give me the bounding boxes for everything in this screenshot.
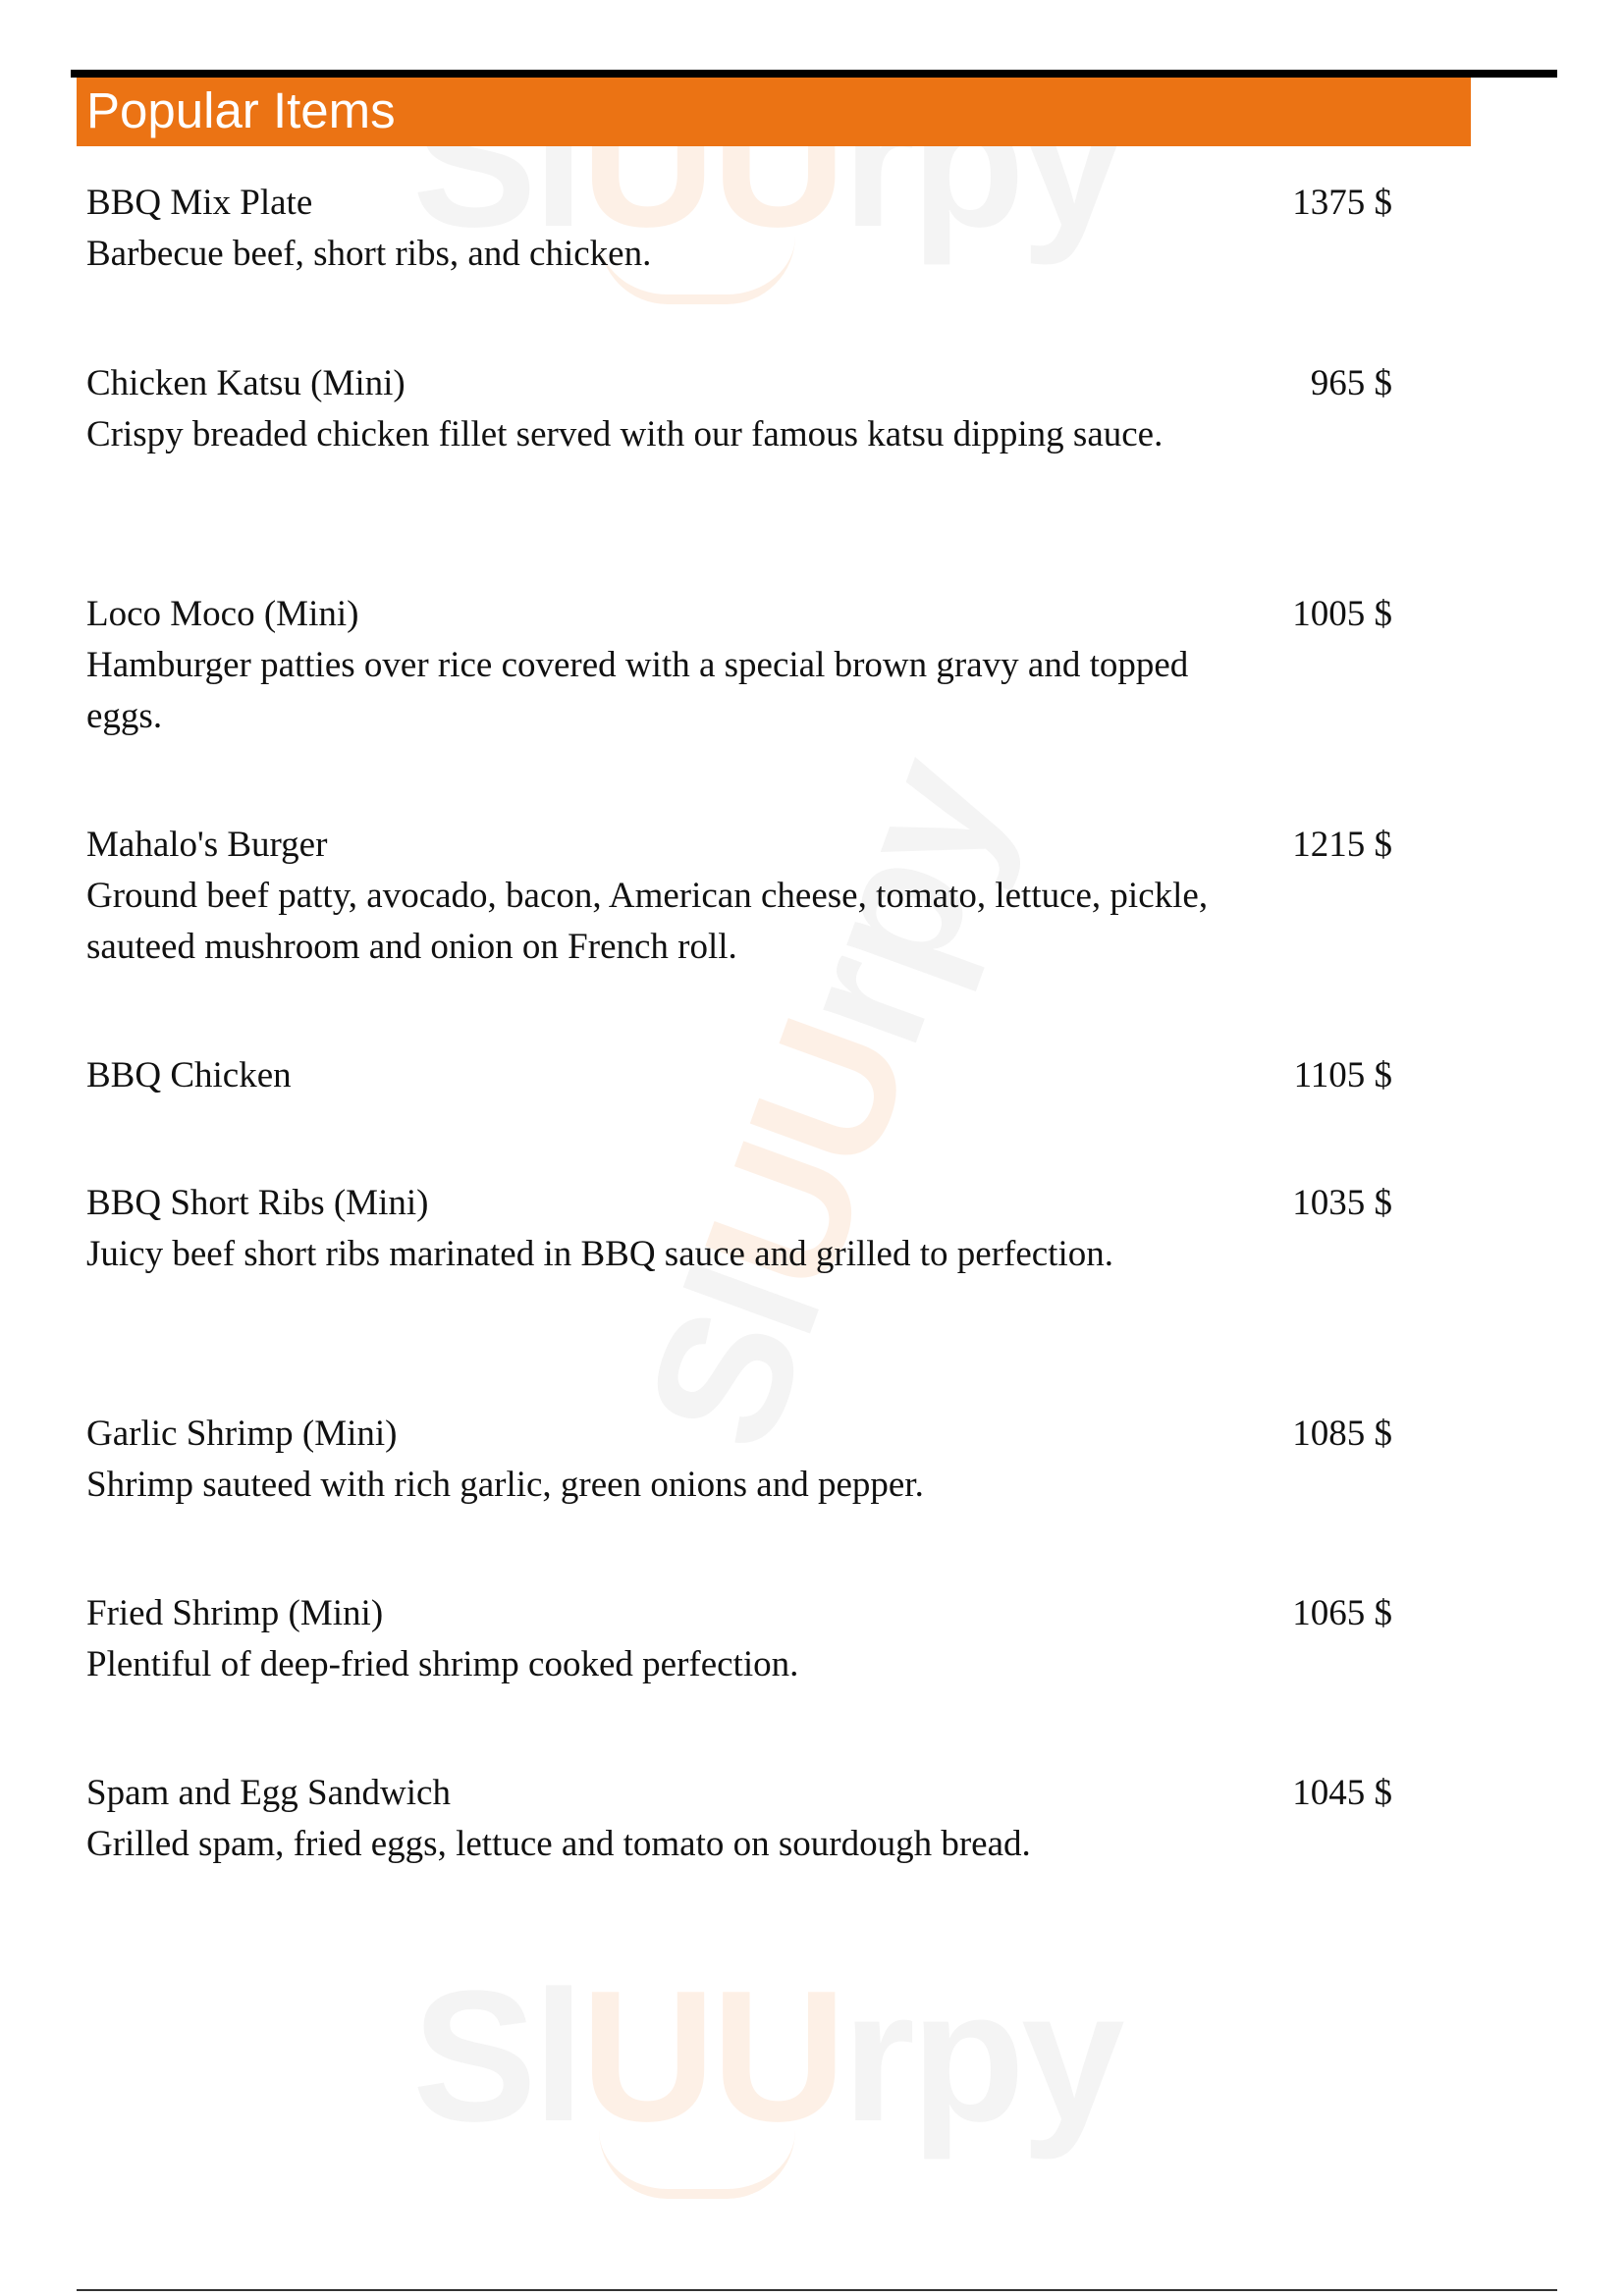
item-description: Plentiful of deep-fried shrimp cooked perfection. xyxy=(86,1644,799,1684)
item-description: Hamburger patties over rice covered with a special brown gravy and topped eggs. xyxy=(86,645,1189,736)
item-description: Barbecue beef, short ribs, and chicken. xyxy=(86,234,652,274)
item-price: 1215 $ xyxy=(1292,825,1392,865)
item-price: 965 $ xyxy=(1310,363,1392,403)
item-price: 1065 $ xyxy=(1292,1593,1392,1633)
item-price: 1045 $ xyxy=(1292,1773,1392,1813)
item-name: Fried Shrimp (Mini) xyxy=(86,1593,384,1633)
top-divider xyxy=(71,70,1557,78)
section-header xyxy=(77,78,1471,146)
item-name: Loco Moco (Mini) xyxy=(86,594,359,634)
item-name: Chicken Katsu (Mini) xyxy=(86,363,406,403)
item-description: Ground beef patty, avocado, bacon, American cheese, tomato, lettuce, pickle, sauteed mushroom and onion on French roll. xyxy=(86,876,1209,967)
item-price: 1005 $ xyxy=(1292,594,1392,634)
section-title: Popular Items xyxy=(86,82,396,138)
item-name: BBQ Mix Plate xyxy=(86,183,313,223)
item-price: 1085 $ xyxy=(1292,1414,1392,1454)
item-price: 1375 $ xyxy=(1292,183,1392,223)
item-name: Garlic Shrimp (Mini) xyxy=(86,1414,398,1454)
bottom-divider xyxy=(77,2289,1557,2291)
item-name: BBQ Chicken xyxy=(86,1055,292,1095)
item-description: Grilled spam, fried eggs, lettuce and tomato on sourdough bread. xyxy=(86,1824,1031,1864)
item-description: Shrimp sauteed with rich garlic, green onions and pepper. xyxy=(86,1465,924,1505)
item-description: Crispy breaded chicken fillet served with our famous katsu dipping sauce. xyxy=(86,414,1164,454)
item-name: BBQ Short Ribs (Mini) xyxy=(86,1183,429,1223)
item-price: 1035 $ xyxy=(1292,1183,1392,1223)
item-price: 1105 $ xyxy=(1293,1055,1392,1095)
item-name: Mahalo's Burger xyxy=(86,825,328,865)
watermark-logo: SlUUrpy xyxy=(412,58,1121,266)
item-name: Spam and Egg Sandwich xyxy=(86,1773,451,1813)
watermark-logo: SlUUrpy xyxy=(606,735,1045,1473)
watermark-logo: SlUUrpy xyxy=(412,1952,1121,2161)
item-description: Juicy beef short ribs marinated in BBQ sauce and grilled to perfection. xyxy=(86,1234,1113,1274)
watermark-swirl xyxy=(599,2130,795,2199)
